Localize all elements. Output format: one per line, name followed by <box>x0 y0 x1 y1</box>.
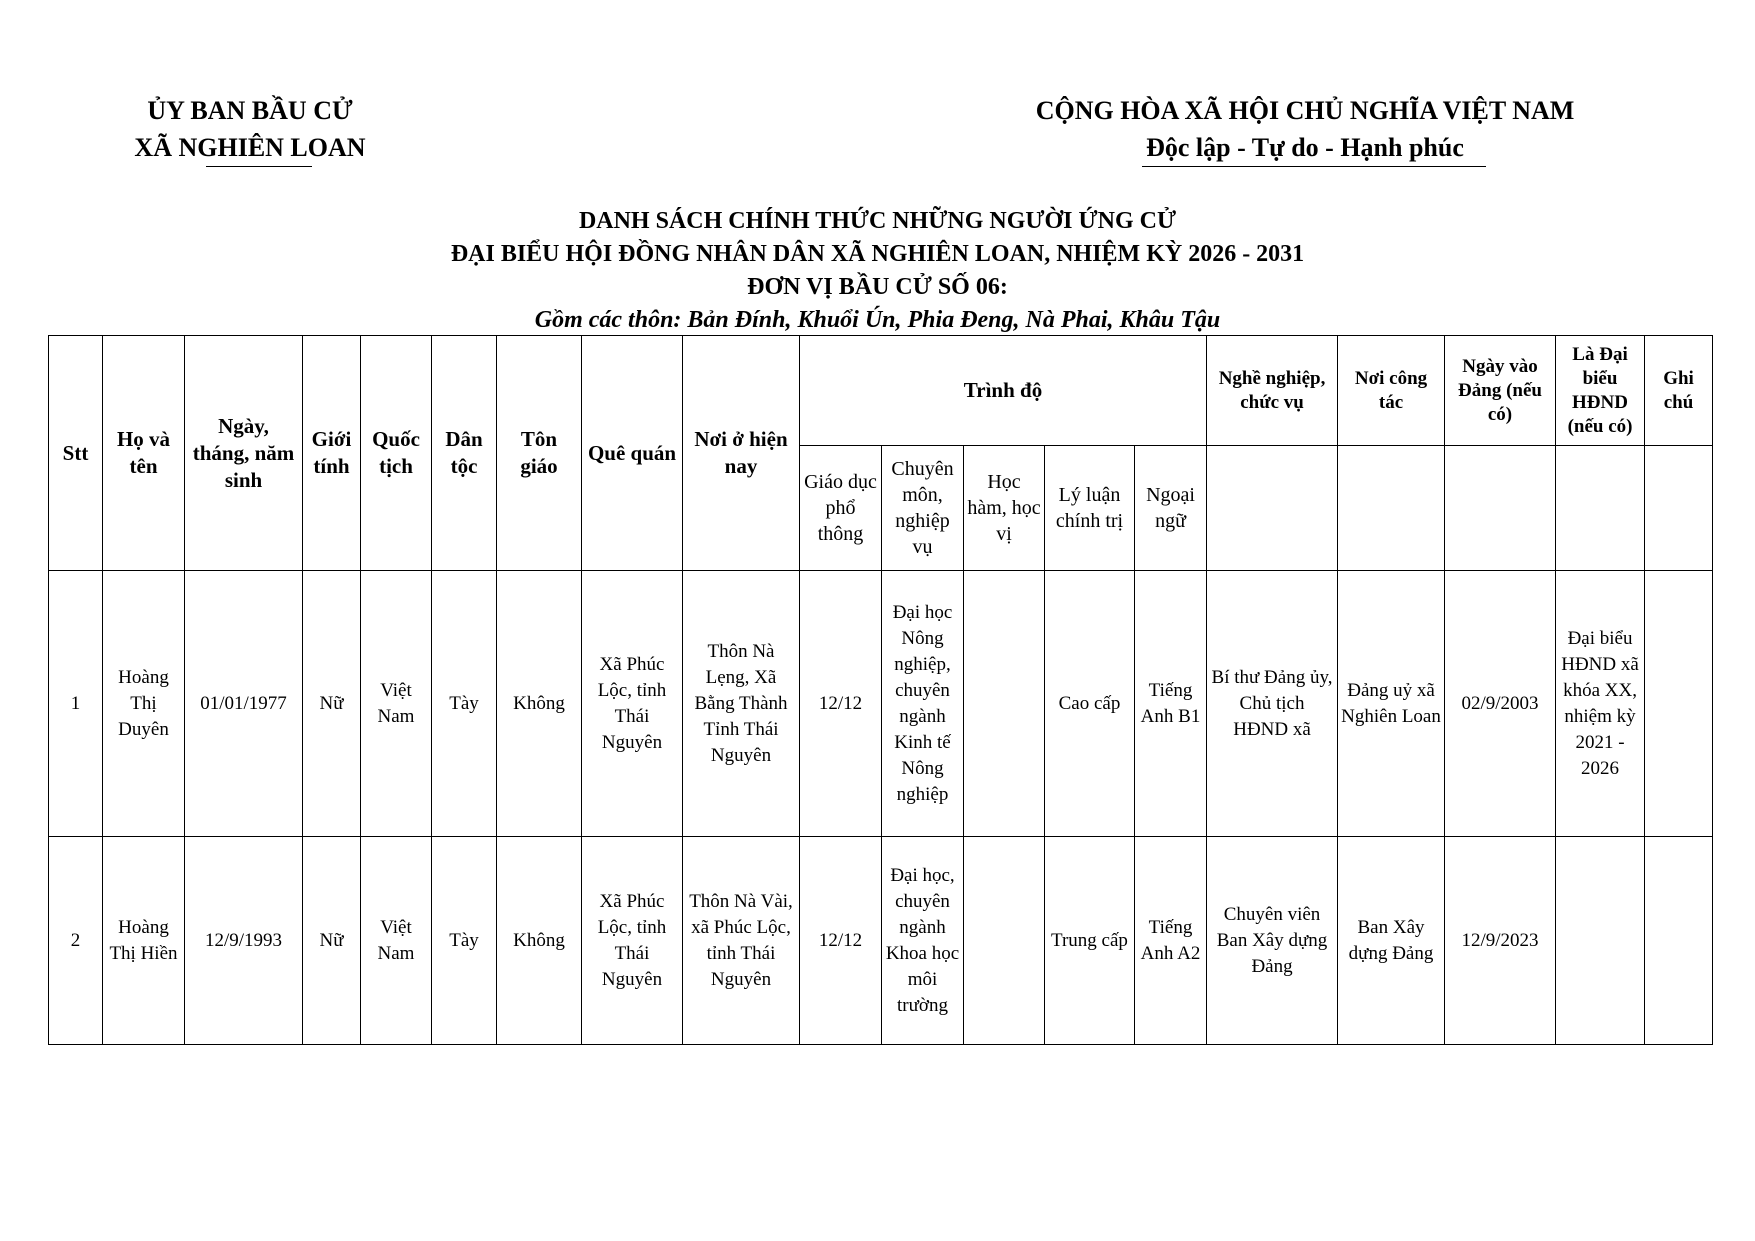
col-header-general-education: Giáo dục phổ thông <box>800 446 882 571</box>
empty-header-cell <box>1445 446 1556 571</box>
col-header-stt: Stt <box>49 336 103 571</box>
col-header-gender: Giới tính <box>303 336 361 571</box>
cell-residence: Thôn Nà Vài, xã Phúc Lộc, tỉnh Thái Nguyên <box>683 837 800 1045</box>
cell-general-education: 12/12 <box>800 837 882 1045</box>
cell-political-theory: Trung cấp <box>1045 837 1135 1045</box>
empty-header-cell <box>1207 446 1338 571</box>
cell-religion: Không <box>497 571 582 837</box>
col-header-religion: Tôn giáo <box>497 336 582 571</box>
cell-hometown: Xã Phúc Lộc, tỉnh Thái Nguyên <box>582 571 683 837</box>
cell-gender: Nữ <box>303 837 361 1045</box>
col-header-specialty: Chuyên môn, nghiệp vụ <box>882 446 964 571</box>
cell-nationality: Việt Nam <box>361 837 432 1045</box>
cell-notes <box>1645 571 1713 837</box>
col-header-academic-title: Học hàm, học vị <box>964 446 1045 571</box>
committee-name-line2: XÃ NGHIÊN LOAN <box>134 133 366 162</box>
cell-specialty: Đại học, chuyên ngành Khoa học môi trường <box>882 837 964 1045</box>
cell-stt: 2 <box>49 837 103 1045</box>
national-name: CỘNG HÒA XÃ HỘI CHỦ NGHĨA VIỆT NAM <box>1035 96 1575 125</box>
col-header-party-date: Ngày vào Đảng (nếu có) <box>1445 336 1556 446</box>
cell-council-delegate: Đại biểu HĐND xã khóa XX, nhiệm kỳ 2021 - 2026 <box>1556 571 1645 837</box>
col-header-name: Họ và tên <box>103 336 185 571</box>
col-header-birthdate: Ngày, tháng, năm sinh <box>185 336 303 571</box>
cell-council-delegate <box>1556 837 1645 1045</box>
empty-header-cell <box>1556 446 1645 571</box>
title-line1: DANH SÁCH CHÍNH THỨC NHỮNG NGƯỜI ỨNG CỬ <box>578 208 1177 234</box>
cell-party-date: 02/9/2003 <box>1445 571 1556 837</box>
cell-occupation: Bí thư Đảng ủy, Chủ tịch HĐND xã <box>1207 571 1338 837</box>
cell-foreign-language: Tiếng Anh A2 <box>1135 837 1207 1045</box>
national-header <box>980 92 1630 166</box>
col-header-council-delegate: Là Đại biểu HĐND (nếu có) <box>1556 336 1645 446</box>
title-line3: ĐƠN VỊ BẦU CỬ SỐ 06: <box>747 274 1008 300</box>
cell-workplace: Ban Xây dựng Đảng <box>1338 837 1445 1045</box>
candidate-table <box>48 335 1713 1045</box>
cell-birthdate: 01/01/1977 <box>185 571 303 837</box>
cell-hometown: Xã Phúc Lộc, tỉnh Thái Nguyên <box>582 837 683 1045</box>
cell-foreign-language: Tiếng Anh B1 <box>1135 571 1207 837</box>
col-header-hometown: Quê quán <box>582 336 683 571</box>
col-header-occupation: Nghề nghiệp, chức vụ <box>1207 336 1338 446</box>
cell-birthdate: 12/9/1993 <box>185 837 303 1045</box>
national-motto-underline <box>1142 166 1486 167</box>
cell-residence: Thôn Nà Lẹng, Xã Bằng Thành Tỉnh Thái Nguyên <box>683 571 800 837</box>
cell-specialty: Đại học Nông nghiệp, chuyên ngành Kinh tế Nông nghiệp <box>882 571 964 837</box>
cell-nationality: Việt Nam <box>361 571 432 837</box>
document-title <box>0 205 1755 337</box>
table-row <box>49 571 1713 837</box>
cell-name: Hoàng Thị Hiền <box>103 837 185 1045</box>
committee-header-underline <box>206 166 312 167</box>
committee-name-line1: ỦY BAN BẦU CỬ <box>147 96 353 125</box>
cell-party-date: 12/9/2023 <box>1445 837 1556 1045</box>
empty-header-cell <box>1338 446 1445 571</box>
col-header-qualification: Trình độ <box>800 336 1207 446</box>
cell-academic-title <box>964 837 1045 1045</box>
col-header-foreign-language: Ngoại ngữ <box>1135 446 1207 571</box>
cell-religion: Không <box>497 837 582 1045</box>
cell-political-theory: Cao cấp <box>1045 571 1135 837</box>
col-header-nationality: Quốc tịch <box>361 336 432 571</box>
cell-general-education: 12/12 <box>800 571 882 837</box>
title-line2: ĐẠI BIỂU HỘI ĐỒNG NHÂN DÂN XÃ NGHIÊN LOAN, NHIỆM KỲ 2026 - 2031 <box>450 241 1305 267</box>
col-header-ethnicity: Dân tộc <box>432 336 497 571</box>
table-row <box>49 837 1713 1045</box>
cell-academic-title <box>964 571 1045 837</box>
title-subtitle: Gồm các thôn: Bản Đính, Khuổi Ún, Phia Đeng, Nà Phai, Khâu Tậu <box>534 307 1221 333</box>
empty-header-cell <box>1645 446 1713 571</box>
cell-stt: 1 <box>49 571 103 837</box>
col-header-notes: Ghi chú <box>1645 336 1713 446</box>
national-motto: Độc lập - Tự do - Hạnh phúc <box>1146 133 1464 162</box>
table-header-row <box>49 336 1713 446</box>
committee-header <box>90 92 410 166</box>
cell-ethnicity: Tày <box>432 837 497 1045</box>
col-header-political-theory: Lý luận chính trị <box>1045 446 1135 571</box>
col-header-workplace: Nơi công tác <box>1338 336 1445 446</box>
col-header-residence: Nơi ở hiện nay <box>683 336 800 571</box>
cell-notes <box>1645 837 1713 1045</box>
cell-name: Hoàng Thị Duyên <box>103 571 185 837</box>
cell-ethnicity: Tày <box>432 571 497 837</box>
cell-occupation: Chuyên viên Ban Xây dựng Đảng <box>1207 837 1338 1045</box>
cell-workplace: Đảng uỷ xã Nghiên Loan <box>1338 571 1445 837</box>
cell-gender: Nữ <box>303 571 361 837</box>
